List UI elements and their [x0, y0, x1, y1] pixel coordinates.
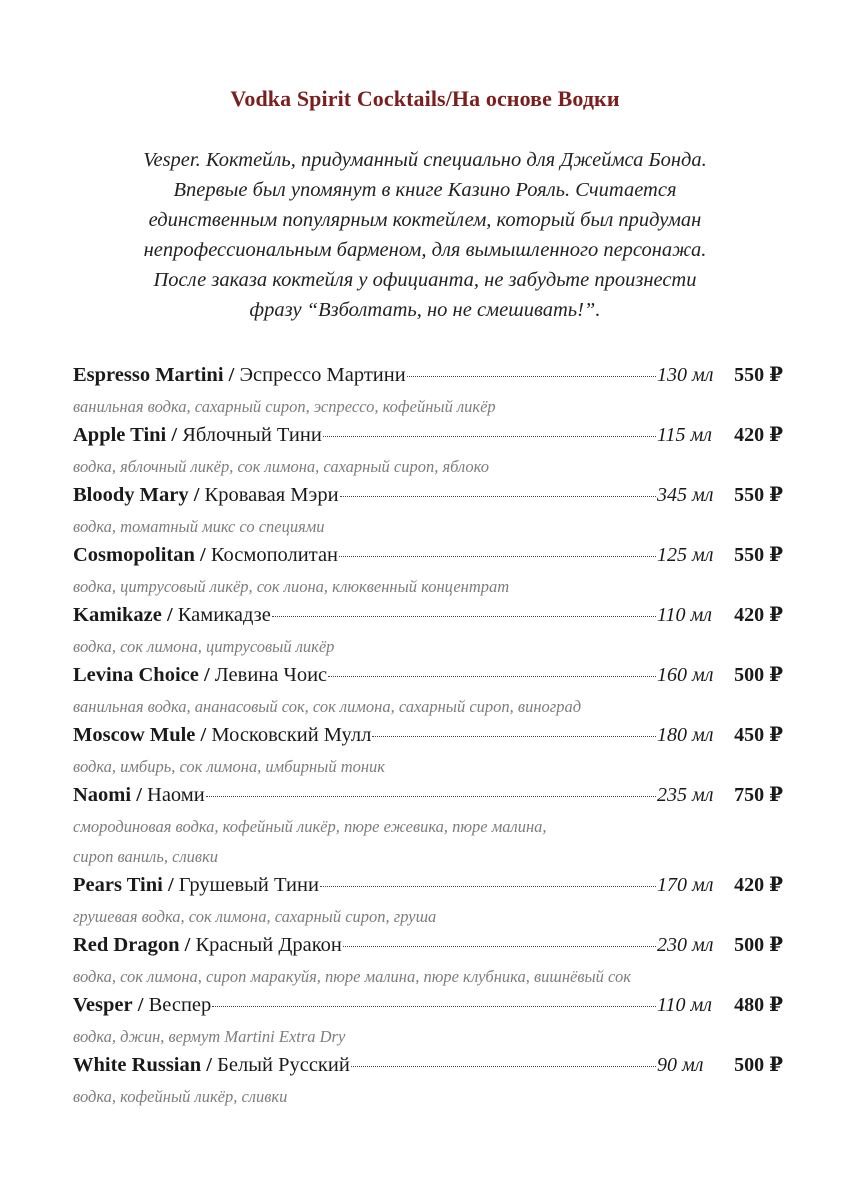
menu-item — [73, 932, 783, 992]
item-volume: 345 мл — [657, 484, 714, 506]
dot-leader — [372, 736, 656, 737]
item-name-en: White Russian — [73, 1054, 202, 1076]
menu-item-header — [73, 782, 783, 812]
menu-item — [73, 782, 783, 872]
item-name-ru: Московский Мулл — [211, 724, 372, 746]
item-price: 750 ₽ — [734, 784, 783, 806]
intro-line: единственным популярным коктейлем, который был придуман — [148, 209, 702, 231]
item-name-en: Pears Tini — [73, 874, 163, 896]
item-name-ru: Наоми — [147, 784, 205, 806]
item-ingredients: ванильная водка, сахарный сироп, эспрессо, кофейный ликёр — [73, 397, 496, 416]
item-name-ru: Красный Дракон — [195, 934, 342, 956]
item-name-ru: Грушевый Тини — [178, 874, 319, 896]
item-ingredients: водка, сок лимона, цитрусовый ликёр — [73, 637, 335, 656]
dot-leader — [320, 886, 656, 887]
item-ingredients: смородиновая водка, кофейный ликёр, пюре ежевика, пюре малина, — [73, 817, 547, 836]
item-ingredients: водка, яблочный ликёр, сок лимона, сахарный сироп, яблоко — [73, 457, 490, 476]
item-name-en: Apple Tini — [73, 424, 167, 446]
name-separator: / — [179, 934, 196, 956]
item-price: 500 ₽ — [734, 664, 783, 686]
dot-leader — [212, 1006, 656, 1007]
item-ingredients: водка, сок лимона, сироп маракуйя, пюре малина, пюре клубника, вишнёвый сок — [73, 967, 631, 986]
name-separator: / — [194, 544, 211, 566]
name-separator: / — [201, 1054, 218, 1076]
dot-leader — [323, 436, 656, 437]
item-price: 500 ₽ — [734, 1054, 783, 1076]
item-price: 480 ₽ — [734, 994, 783, 1016]
item-volume: 230 мл — [657, 934, 714, 956]
menu-item-header — [73, 482, 783, 512]
menu-item-header — [73, 872, 783, 902]
menu-item — [73, 542, 783, 602]
menu-item — [73, 362, 783, 422]
menu-item — [73, 722, 783, 782]
menu-item — [73, 482, 783, 542]
item-ingredients: водка, имбирь, сок лимона, имбирный тоник — [73, 757, 386, 776]
menu-item-header — [73, 542, 783, 572]
item-volume: 125 мл — [657, 544, 714, 566]
menu-item-header — [73, 932, 783, 962]
menu-item — [73, 662, 783, 722]
name-separator: / — [132, 994, 149, 1016]
name-separator: / — [131, 784, 148, 806]
name-separator: / — [223, 364, 240, 386]
item-ingredients: грушевая водка, сок лимона, сахарный сироп, груша — [73, 907, 437, 926]
name-separator: / — [166, 424, 183, 446]
menu-item-header — [73, 362, 783, 392]
intro-line: непрофессиональным барменом, для вымышленного персонажа. — [143, 239, 707, 261]
item-volume: 170 мл — [657, 874, 714, 896]
item-volume: 180 мл — [657, 724, 714, 746]
item-name-en: Kamikaze — [73, 604, 162, 626]
item-price: 420 ₽ — [734, 424, 783, 446]
intro-line: Vesper. Коктейль, придуманный специально для Джеймса Бонда. — [143, 149, 707, 171]
item-ingredients: ванильная водка, ананасовый сок, сок лимона, сахарный сироп, виноград — [73, 697, 582, 716]
page-title: Vodka Spirit Cocktails/На основе Водки — [230, 86, 620, 111]
name-separator: / — [188, 484, 205, 506]
menu-item-header — [73, 662, 783, 692]
item-price: 550 ₽ — [734, 544, 783, 566]
menu-item — [73, 872, 783, 932]
dot-leader — [328, 676, 656, 677]
item-ingredients: водка, кофейный ликёр, сливки — [73, 1087, 288, 1106]
menu-item-header — [73, 722, 783, 752]
intro-paragraph — [75, 145, 775, 325]
dot-leader — [351, 1066, 656, 1067]
item-name-ru: Белый Русский — [217, 1054, 350, 1076]
item-price: 420 ₽ — [734, 604, 783, 626]
item-price: 450 ₽ — [734, 724, 783, 746]
menu-item-header — [73, 602, 783, 632]
item-name-en: Bloody Mary — [73, 484, 189, 506]
item-volume: 115 мл — [657, 424, 712, 446]
item-name-en: Cosmopolitan — [73, 544, 195, 566]
dot-leader — [339, 556, 656, 557]
item-price: 550 ₽ — [734, 364, 783, 386]
item-name-en: Levina Choice — [73, 664, 199, 686]
item-name-ru: Эспрессо Мартини — [239, 364, 406, 386]
dot-leader — [407, 376, 656, 377]
item-price: 420 ₽ — [734, 874, 783, 896]
item-ingredients: сироп ваниль, сливки — [73, 847, 219, 866]
intro-line: фразу “Взболтать, но не смешивать!”. — [249, 299, 601, 321]
dot-leader — [343, 946, 656, 947]
menu-item-header — [73, 992, 783, 1022]
dot-leader — [340, 496, 656, 497]
item-volume: 110 мл — [657, 994, 712, 1016]
item-name-en: Naomi — [73, 784, 132, 806]
item-name-ru: Левина Чоис — [214, 664, 328, 686]
dot-leader — [272, 616, 656, 617]
item-name-ru: Космополитан — [210, 544, 339, 566]
intro-line: После заказа коктейля у официанта, не забудьте произнести — [153, 269, 697, 291]
item-name-ru: Веспер — [148, 994, 212, 1016]
name-separator: / — [162, 874, 179, 896]
cocktail-list — [73, 362, 783, 1112]
item-volume: 160 мл — [657, 664, 714, 686]
menu-item — [73, 602, 783, 662]
name-separator: / — [195, 724, 212, 746]
menu-item-header — [73, 422, 783, 452]
item-ingredients: водка, джин, вермут Martini Extra Dry — [73, 1027, 346, 1046]
intro-line: Впервые был упомянут в книге Казино Рояль. Считается — [173, 179, 677, 201]
name-separator: / — [198, 664, 215, 686]
item-name-ru: Камикадзе — [177, 604, 271, 626]
item-name-ru: Яблочный Тини — [182, 424, 322, 446]
menu-item-header — [73, 1052, 783, 1082]
menu-item — [73, 992, 783, 1052]
item-name-en: Espresso Martini — [73, 364, 224, 386]
menu-item — [73, 422, 783, 482]
item-name-en: Moscow Mule — [73, 724, 196, 746]
item-volume: 110 мл — [657, 604, 712, 626]
item-name-en: Vesper — [73, 994, 133, 1016]
dot-leader — [206, 796, 656, 797]
item-name-en: Red Dragon — [73, 934, 180, 956]
item-price: 500 ₽ — [734, 934, 783, 956]
name-separator: / — [161, 604, 178, 626]
item-name-ru: Кровавая Мэри — [204, 484, 339, 506]
item-ingredients: водка, томатный микс со специями — [73, 517, 325, 536]
item-volume: 235 мл — [657, 784, 714, 806]
item-volume: 90 мл — [657, 1054, 704, 1076]
menu-item — [73, 1052, 783, 1112]
item-price: 550 ₽ — [734, 484, 783, 506]
item-ingredients: водка, цитрусовый ликёр, сок лиона, клюквенный концентрат — [73, 577, 510, 596]
item-volume: 130 мл — [657, 364, 714, 386]
